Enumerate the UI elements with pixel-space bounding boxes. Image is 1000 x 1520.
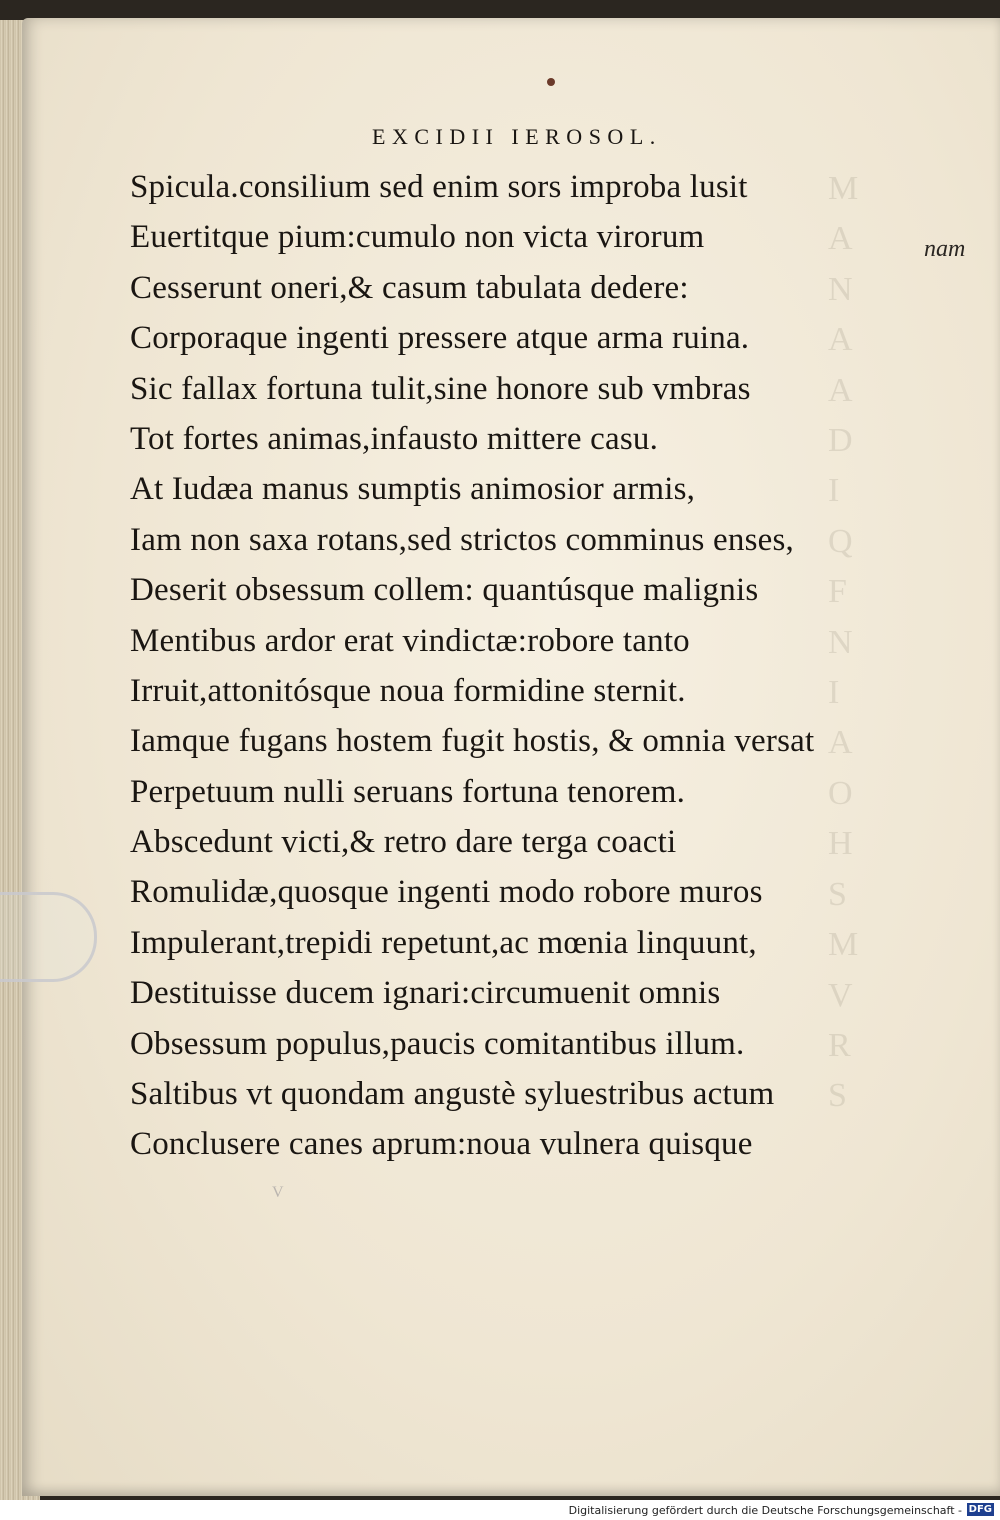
verse-text-block	[130, 162, 870, 1170]
ink-blot	[547, 78, 555, 86]
verse-line: Tot fortes animas,infausto mittere casu.	[130, 420, 659, 457]
verse-line: Romulidæ,quosque ingenti modo robore muros	[130, 874, 763, 911]
page-clip	[0, 892, 97, 982]
funding-credit: Digitalisierung gefördert durch die Deutsche Forschungsgemeinschaft -	[568, 1504, 962, 1517]
signature-mark: V	[272, 1184, 294, 1201]
verse-line: Irruit,attonitósque noua formidine sternit.	[130, 672, 686, 709]
verse-line: Euertitque pium:cumulo non victa virorum	[130, 219, 705, 256]
verse-line: At Iudæa manus sumptis animosior armis,	[130, 471, 696, 508]
verse-line: Mentibus ardor erat vindictæ:robore tanto	[130, 622, 690, 659]
verse-line: Saltibus vt quondam angustè syluestribus actum	[130, 1076, 775, 1113]
verse-line: Corporaque ingenti pressere atque arma ruina.	[130, 320, 750, 357]
marginal-annotation: nam	[924, 236, 966, 262]
verse-line: Abscedunt victi,& retro dare terga coacti	[130, 824, 677, 861]
verse-line: Obsessum populus,paucis comitantibus illum.	[130, 1025, 745, 1062]
running-head: EXCIDII IEROSOL.	[372, 124, 662, 149]
verse-line: Perpetuum nulli seruans fortuna tenorem.	[130, 773, 686, 810]
footer-bar	[0, 1500, 1000, 1520]
verse-line: Conclusere canes aprum:noua vulnera quisque	[130, 1126, 753, 1163]
verse-line: Iam non saxa rotans,sed strictos comminus enses,	[130, 521, 794, 558]
verse-line: Deserit obsessum collem: quantúsque malignis	[130, 572, 759, 609]
verse-line: Spicula.consilium sed enim sors improba lusit	[130, 169, 748, 205]
verse-line: Destituisse ducem ignari:circumuenit omnis	[130, 975, 721, 1012]
bleed-through-text: M A N A A D I Q F N I A O H S M V R S	[828, 170, 859, 1115]
verse-line: Impulerant,trepidi repetunt,ac mœnia linquunt,	[130, 924, 757, 961]
verse-line: Cesserunt oneri,& casum tabulata dedere:	[130, 269, 689, 306]
dfg-logo: DFG	[968, 1504, 992, 1515]
verse-line: Sic fallax fortuna tulit,sine honore sub vmbras	[130, 370, 751, 407]
verse-line: Iamque fugans hostem fugit hostis, & omnia versat	[130, 723, 815, 760]
